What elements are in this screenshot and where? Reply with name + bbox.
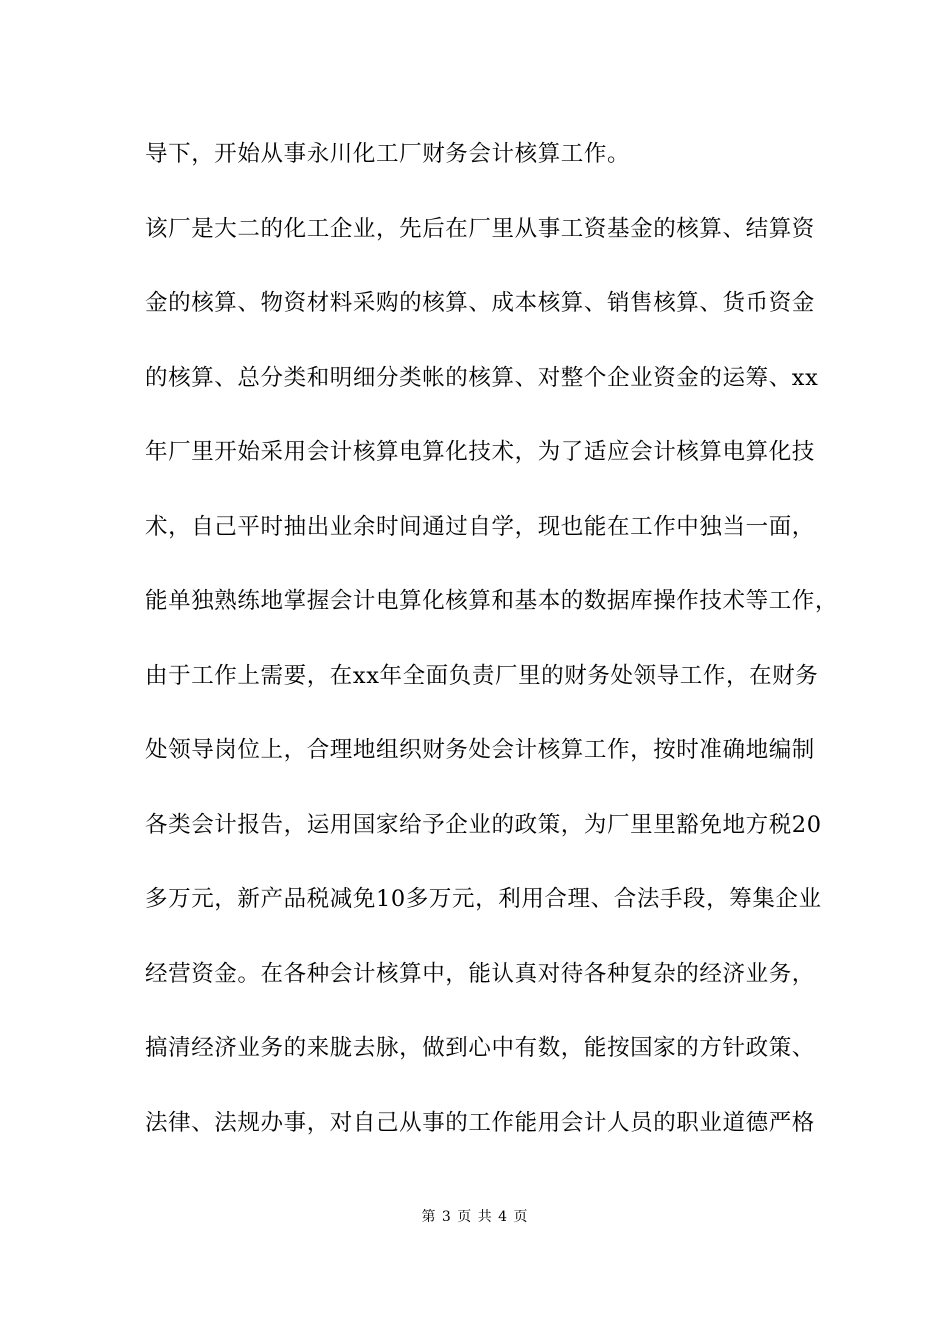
text-line: 年厂里开始采用会计核算电算化技术，为了适应会计核算电算化技: [145, 439, 815, 465]
text-line: 的核算、总分类和明细分类帐的核算、对整个企业资金的运筹、xx: [145, 364, 819, 391]
text-line: 多万元，新产品税减免10多万元，利用合理、合法手段，筹集企业: [145, 886, 822, 912]
text-line: 经营资金。在各种会计核算中，能认真对待各种复杂的经济业务，: [145, 960, 815, 987]
text-line: 处领导岗位上，合理地组织财务处会计核算工作，按时准确地编制: [145, 737, 815, 763]
text-line: 该厂是大二的化工企业，先后在厂里从事工资基金的核算、结算资: [145, 215, 815, 242]
text-line: 搞清经济业务的来胧去脉，做到心中有数，能按国家的方针政策、: [145, 1035, 815, 1061]
text-line: 导下，开始从事永川化工厂财务会计核算工作。: [145, 141, 631, 167]
text-line: 各类会计报告，运用国家给予企业的政策，为厂里里豁免地方税20: [145, 811, 822, 838]
text-line: 由于工作上需要，在xx年全面负责厂里的财务处领导工作，在财务: [145, 662, 819, 689]
text-line: 术，自己平时抽出业余时间通过自学，现也能在工作中独当一面，: [145, 513, 815, 540]
text-line: 法律、法规办事，对自己从事的工作能用会计人员的职业道德严格: [145, 1109, 815, 1136]
text-line: 金的核算、物资材料采购的核算、成本核算、销售核算、货币资金: [145, 290, 815, 316]
body-text: [145, 130, 839, 1173]
page-number: 第 3 页 共 4 页: [421, 1209, 529, 1225]
text-line: 能单独熟练地掌握会计电算化核算和基本的数据库操作技术等工作，: [145, 588, 839, 614]
